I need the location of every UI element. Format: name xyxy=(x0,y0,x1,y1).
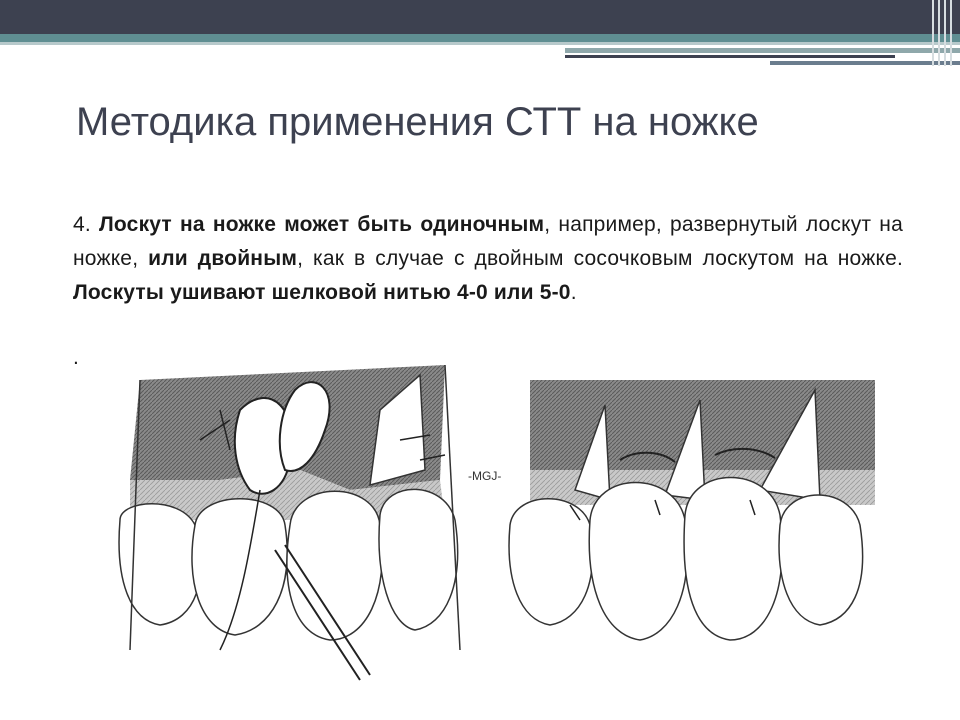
paragraph-part-bold: Лоскуты ушивают шелковой нитью 4-0 или 5-0 xyxy=(73,281,571,304)
accent-line-2 xyxy=(565,55,895,58)
paragraph-part: , как в случае с двойным сосочковым лоскутом на ножке. xyxy=(297,247,903,270)
mgj-label: -MGJ- xyxy=(468,469,502,483)
light-stripe xyxy=(0,42,960,45)
paragraph-part-bold: Лоскут на ножке может быть одиночным xyxy=(99,213,545,236)
top-bar xyxy=(0,0,960,34)
paragraph-part: . xyxy=(570,281,577,304)
dental-flap-illustration xyxy=(100,350,890,695)
right-panel xyxy=(509,380,875,640)
paragraph-part-bold: или двойным xyxy=(148,247,298,270)
slide-title: Методика применения СТТ на ножке xyxy=(76,100,759,144)
left-panel xyxy=(119,365,460,680)
accent-line-1 xyxy=(565,48,960,53)
bullet-dot: . xyxy=(73,346,79,369)
teal-stripe xyxy=(0,34,960,42)
vertical-accent-bars xyxy=(928,0,960,66)
paragraph-part: , например, развернутый лоскут на ножке, xyxy=(73,213,903,270)
paragraph-part: 4. xyxy=(73,213,99,236)
body-paragraph xyxy=(73,208,903,310)
